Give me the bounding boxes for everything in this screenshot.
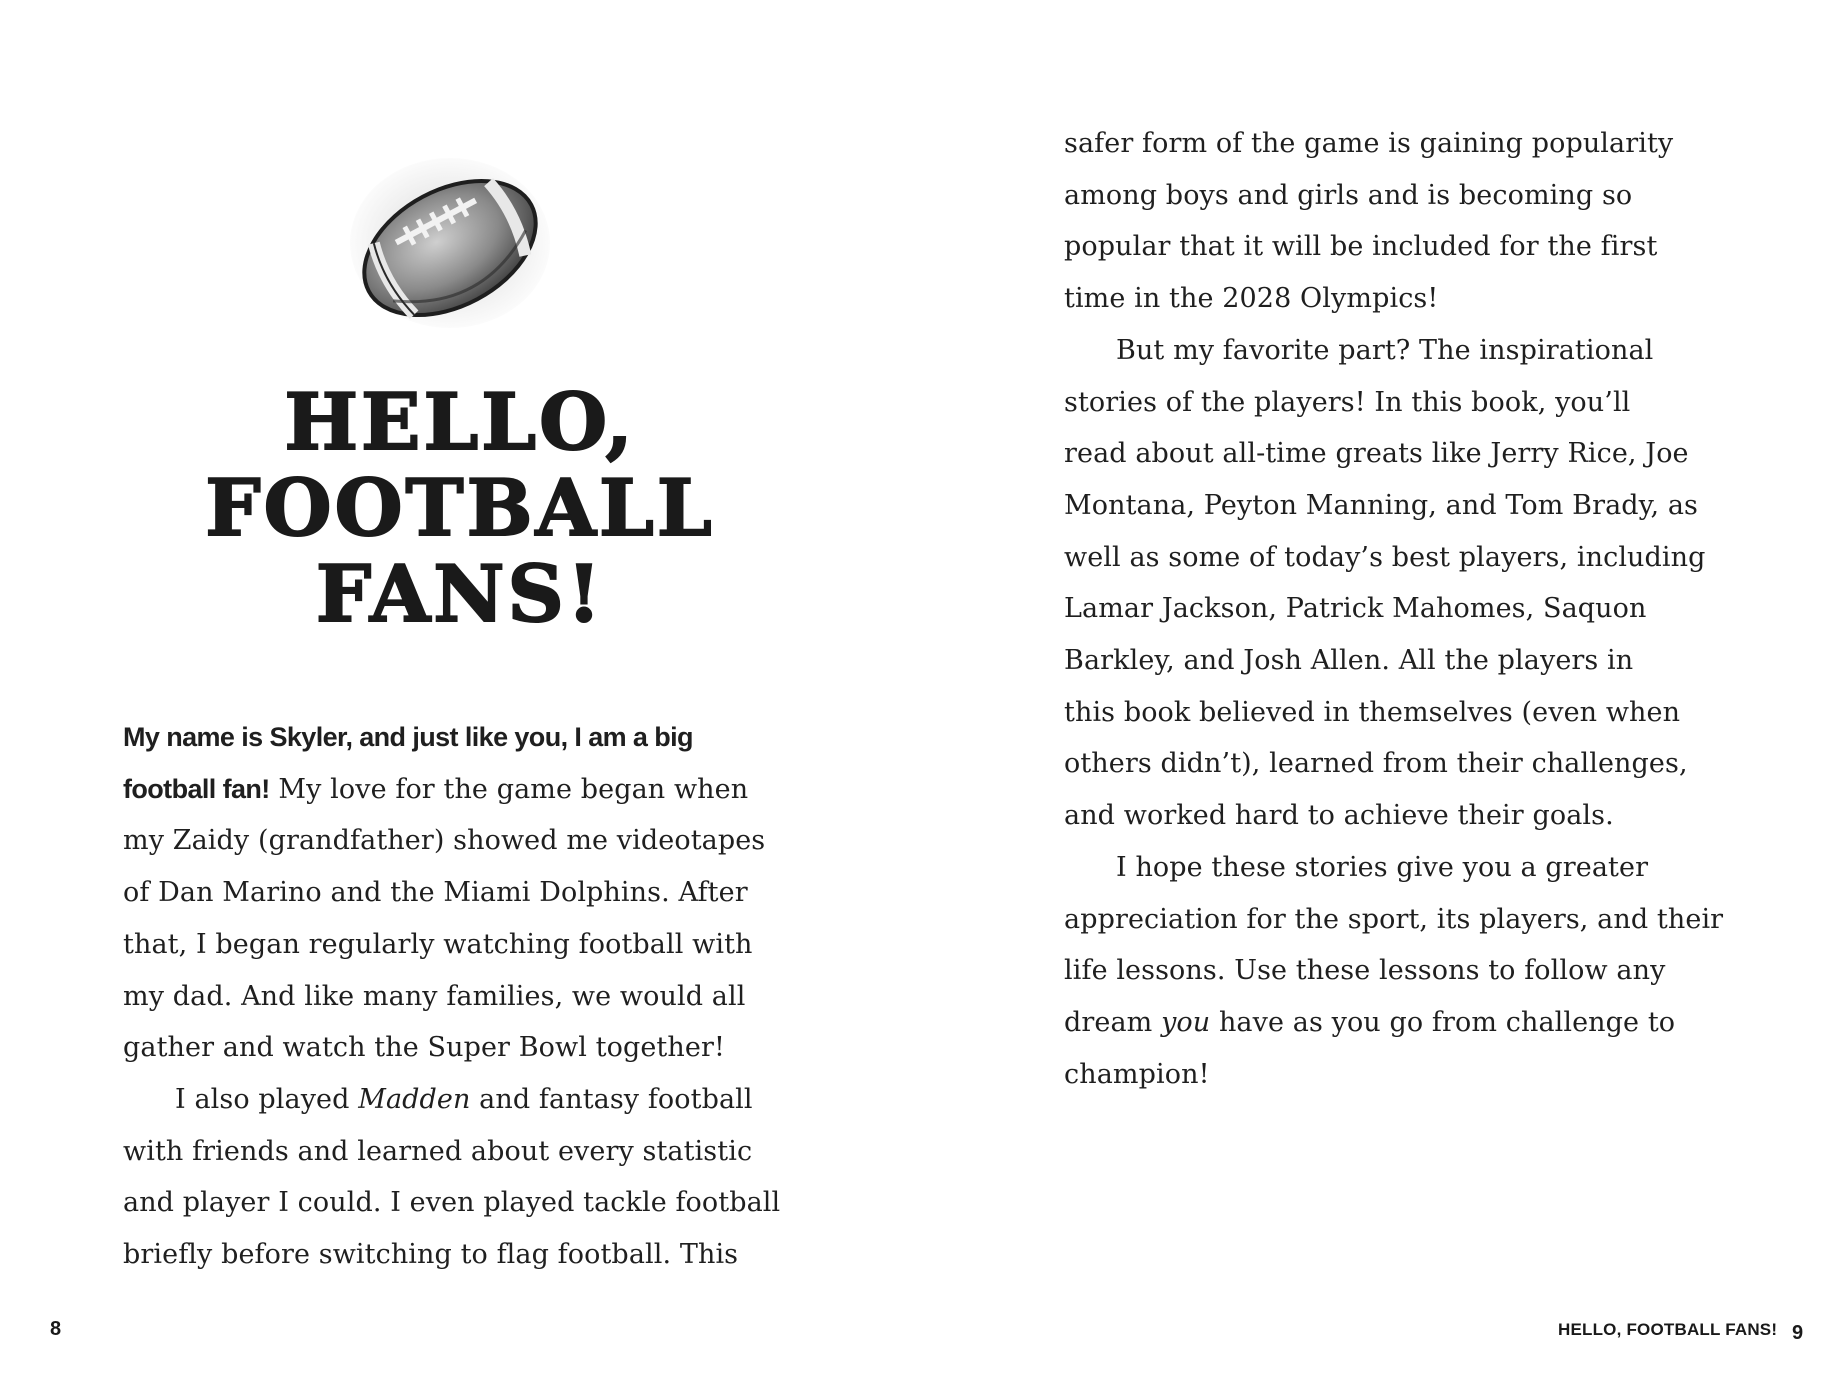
text-line: champion! xyxy=(1064,1058,1210,1090)
paragraph xyxy=(123,712,803,1074)
italic-title: Madden xyxy=(358,1083,471,1115)
text-line: time in the 2028 Olympics! xyxy=(1064,283,1439,315)
text-line: others didn’t), learned from their challenges, xyxy=(1064,748,1688,780)
text-line: read about all-time greats like Jerry Rice, Joe xyxy=(1064,438,1689,470)
chapter-title-line: FANS! xyxy=(315,549,605,640)
text-line: that, I began regularly watching football with xyxy=(123,928,753,960)
text-span: My love for the game began when xyxy=(269,773,749,805)
paragraph xyxy=(1064,842,1764,1101)
text-line: life lessons. Use these lessons to follow any xyxy=(1064,955,1666,987)
text-line: of Dan Marino and the Miami Dolphins. After xyxy=(123,877,748,909)
chapter-title-line: FOOTBALL xyxy=(205,463,715,554)
text-line: among boys and girls and is becoming so xyxy=(1064,179,1633,211)
text-span: have as you go from challenge to xyxy=(1210,1006,1676,1038)
paragraph xyxy=(1064,325,1764,842)
text-line: this book believed in themselves (even when xyxy=(1064,696,1681,728)
text-line: well as some of today’s best players, including xyxy=(1064,541,1706,573)
text-span: I also played xyxy=(175,1083,359,1115)
text-line: Barkley, and Josh Allen. All the players in xyxy=(1064,645,1634,677)
chapter-title-line: HELLO, xyxy=(284,377,636,468)
text-line: popular that it will be included for the first xyxy=(1064,231,1658,263)
text-line: with friends and learned about every statistic xyxy=(123,1135,753,1167)
page-number: 9 xyxy=(1792,1322,1804,1344)
left-body-text xyxy=(123,712,803,1281)
text-span: and fantasy football xyxy=(470,1083,753,1115)
text-line: Montana, Peyton Manning, and Tom Brady, as xyxy=(1064,489,1698,521)
text-line: safer form of the game is gaining popularity xyxy=(1064,128,1674,159)
text-line: But my favorite part? The inspirational xyxy=(1116,334,1654,366)
page-number: 8 xyxy=(50,1318,62,1340)
text-line xyxy=(123,712,803,764)
text-line: Lamar Jackson, Patrick Mahomes, Saquon xyxy=(1064,593,1647,625)
lead-in-text: football fan! xyxy=(123,773,270,804)
text-line xyxy=(123,1074,803,1126)
text-line: appreciation for the sport, its players, and their xyxy=(1064,903,1724,935)
running-head: HELLO, FOOTBALL FANS! xyxy=(1558,1320,1778,1339)
text-line xyxy=(1064,997,1764,1049)
text-line: I hope these stories give you a greater xyxy=(1116,851,1649,883)
paragraph xyxy=(123,1074,803,1281)
right-body-text xyxy=(1064,118,1764,1100)
text-line: and player I could. I even played tackle football xyxy=(123,1187,781,1219)
chapter-title xyxy=(180,377,740,640)
paragraph xyxy=(1064,118,1764,325)
text-line: gather and watch the Super Bowl together! xyxy=(123,1032,725,1064)
text-line: stories of the players! In this book, you’ll xyxy=(1064,386,1631,418)
lead-in-text: My name is Skyler, and just like you, I am a big xyxy=(123,722,693,752)
football-icon xyxy=(345,148,555,338)
italic-word: you xyxy=(1161,1006,1211,1038)
text-line xyxy=(123,764,803,816)
text-line: briefly before switching to flag football. This xyxy=(123,1239,739,1271)
text-line: my Zaidy (grandfather) showed me videotapes xyxy=(123,825,766,857)
text-line: my dad. And like many families, we would all xyxy=(123,980,746,1012)
text-line: and worked hard to achieve their goals. xyxy=(1064,800,1614,832)
text-span: dream xyxy=(1064,1006,1162,1038)
